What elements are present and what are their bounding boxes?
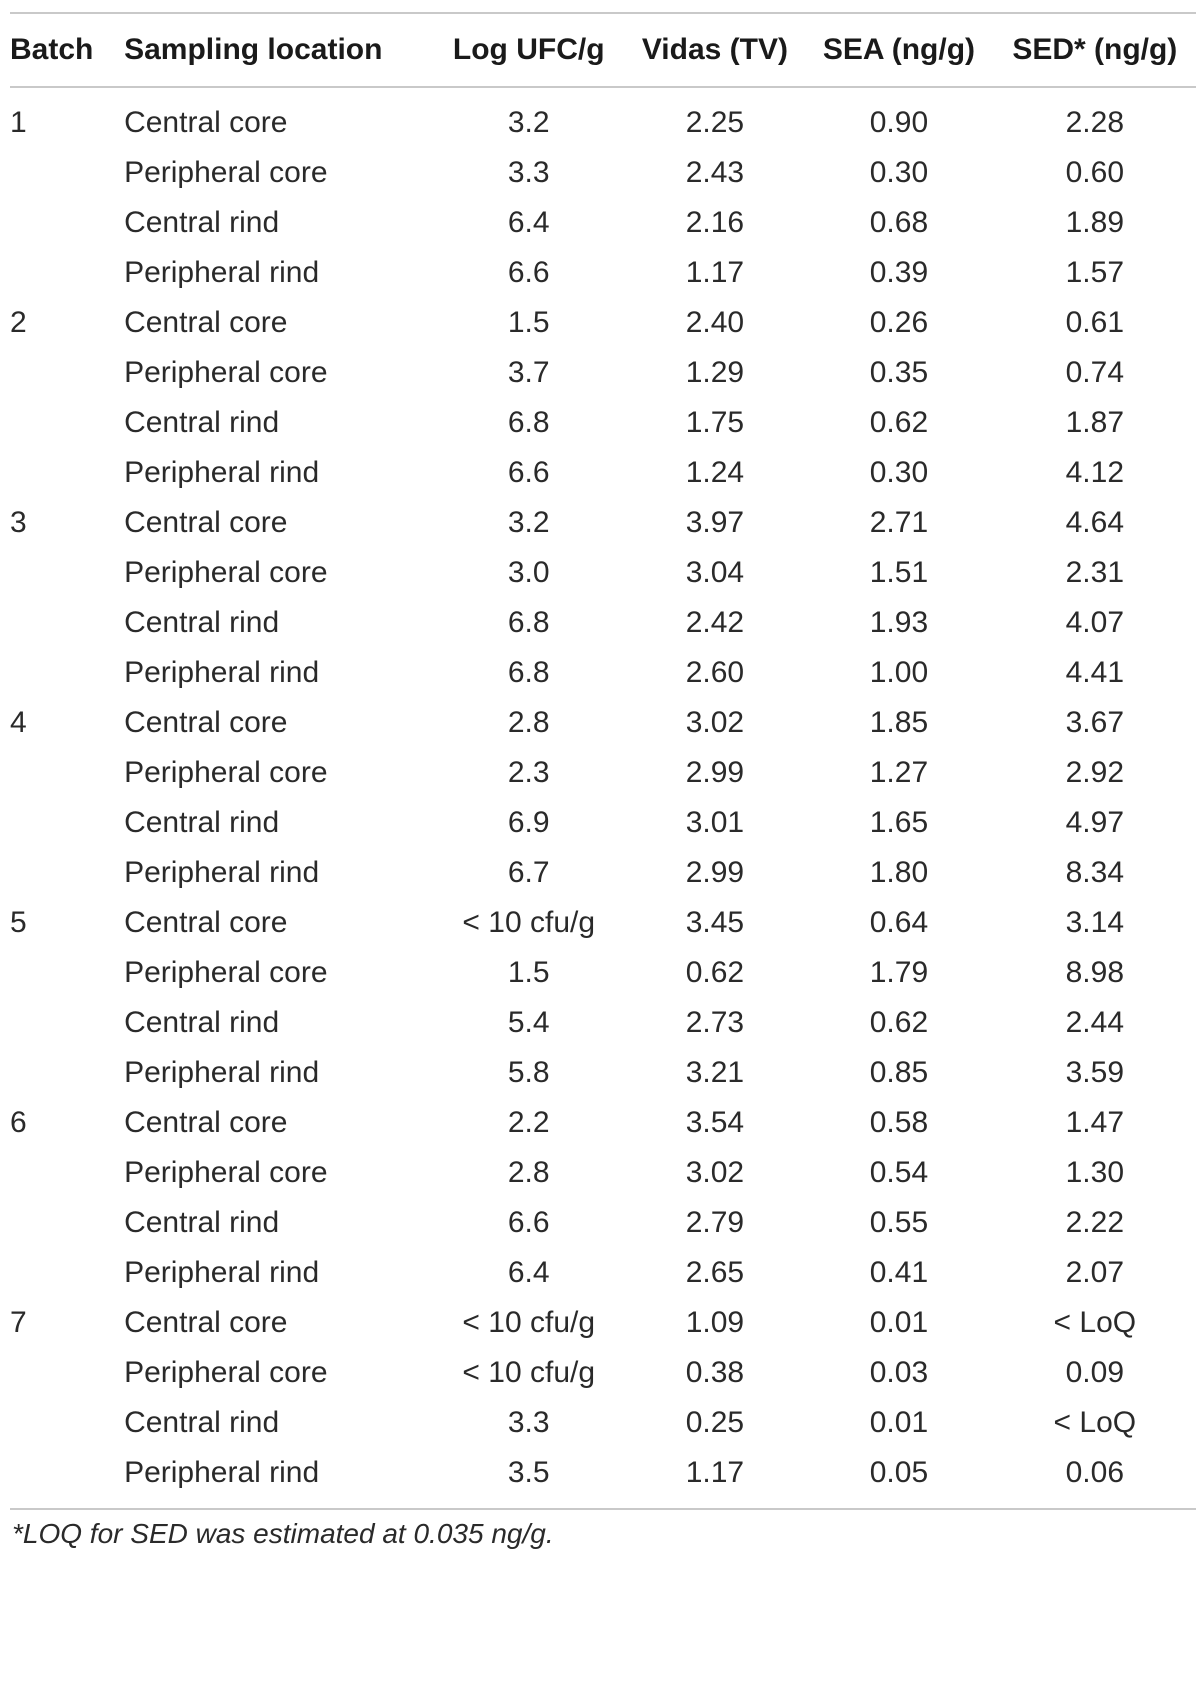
- cell-sampling-location: Central core: [124, 306, 288, 339]
- cell-batch: [10, 198, 124, 248]
- table-row: [10, 398, 1196, 448]
- cell-sampling-location: Peripheral rind: [124, 456, 320, 489]
- cell-log-ufc: < 10 cfu/g: [462, 1306, 596, 1339]
- cell-sed: 1.30: [1065, 1156, 1125, 1189]
- cell-sed: 2.44: [1065, 1006, 1125, 1039]
- cell-sea: 0.54: [869, 1156, 929, 1189]
- cell-sea: 0.64: [869, 906, 929, 939]
- cell-vidas: 1.75: [685, 406, 745, 439]
- header-sampling-location: Sampling location: [124, 33, 383, 66]
- cell-log-ufc: 6.8: [507, 656, 550, 689]
- cell-batch: 6: [10, 1106, 27, 1139]
- cell-sed: 3.14: [1065, 906, 1125, 939]
- cell-sea: 0.26: [869, 306, 929, 339]
- cell-sed: 1.57: [1065, 256, 1125, 289]
- header-vidas: Vidas (TV): [641, 33, 788, 66]
- cell-sea: 0.85: [869, 1056, 929, 1089]
- cell-vidas: 2.43: [685, 156, 745, 189]
- table-row: [10, 148, 1196, 198]
- cell-sea: 1.27: [869, 756, 929, 789]
- cell-vidas: 1.17: [685, 1456, 745, 1489]
- cell-sampling-location: Peripheral core: [124, 1156, 328, 1189]
- cell-sea: 1.85: [869, 706, 929, 739]
- cell-sampling-location: Central rind: [124, 1406, 280, 1439]
- cell-sea: 0.62: [869, 1006, 929, 1039]
- cell-log-ufc: 6.6: [507, 1206, 550, 1239]
- header-row: [10, 14, 1196, 86]
- cell-log-ufc: 2.3: [507, 756, 550, 789]
- table-row: [10, 1198, 1196, 1248]
- cell-vidas: 0.62: [685, 956, 745, 989]
- cell-sea: 1.93: [869, 606, 929, 639]
- cell-sampling-location: Peripheral rind: [124, 656, 320, 689]
- cell-batch: [10, 148, 124, 198]
- cell-log-ufc: 5.4: [507, 1006, 550, 1039]
- cell-sed: 1.87: [1065, 406, 1125, 439]
- cell-sea: 0.62: [869, 406, 929, 439]
- cell-sea: 0.01: [869, 1406, 929, 1439]
- cell-vidas: 1.09: [685, 1306, 745, 1339]
- cell-vidas: 1.17: [685, 256, 745, 289]
- cell-sea: 0.55: [869, 1206, 929, 1239]
- cell-sampling-location: Peripheral core: [124, 356, 328, 389]
- cell-log-ufc: 2.8: [507, 706, 550, 739]
- cell-vidas: 2.60: [685, 656, 745, 689]
- cell-sed: 4.64: [1065, 506, 1125, 539]
- cell-sampling-location: Central core: [124, 706, 288, 739]
- cell-sampling-location: Peripheral core: [124, 1356, 328, 1389]
- cell-sea: 1.65: [869, 806, 929, 839]
- cell-batch: [10, 1398, 124, 1448]
- cell-batch: [10, 448, 124, 498]
- cell-sed: 0.60: [1065, 156, 1125, 189]
- cell-batch: [10, 848, 124, 898]
- cell-vidas: 2.40: [685, 306, 745, 339]
- table-row: [10, 698, 1196, 748]
- cell-sea: 1.80: [869, 856, 929, 889]
- cell-batch: [10, 1448, 124, 1498]
- cell-vidas: 2.79: [685, 1206, 745, 1239]
- cell-sed: 3.67: [1065, 706, 1125, 739]
- cell-sampling-location: Central core: [124, 906, 288, 939]
- table-row: [10, 1048, 1196, 1098]
- cell-sampling-location: Central core: [124, 1306, 288, 1339]
- cell-sed: 3.59: [1065, 1056, 1125, 1089]
- cell-sampling-location: Peripheral rind: [124, 1456, 320, 1489]
- cell-sampling-location: Central rind: [124, 406, 280, 439]
- cell-sed: 0.74: [1065, 356, 1125, 389]
- cell-log-ufc: 3.2: [507, 106, 550, 139]
- cell-log-ufc: 1.5: [507, 306, 550, 339]
- cell-sea: 0.01: [869, 1306, 929, 1339]
- table-row: [10, 198, 1196, 248]
- cell-batch: [10, 398, 124, 448]
- cell-log-ufc: 2.2: [507, 1106, 550, 1139]
- cell-sampling-location: Peripheral rind: [124, 1256, 320, 1289]
- cell-sed: 2.22: [1065, 1206, 1125, 1239]
- cell-vidas: 2.25: [685, 106, 745, 139]
- cell-sed: 1.89: [1065, 206, 1125, 239]
- cell-sampling-location: Central rind: [124, 606, 280, 639]
- cell-vidas: 3.54: [685, 1106, 745, 1139]
- table-row: [10, 1148, 1196, 1198]
- table-row: [10, 848, 1196, 898]
- table-row: [10, 298, 1196, 348]
- cell-log-ufc: 6.8: [507, 406, 550, 439]
- cell-sampling-location: Central core: [124, 506, 288, 539]
- cell-sed: 0.09: [1065, 1356, 1125, 1389]
- cell-sea: 0.03: [869, 1356, 929, 1389]
- table-body: [10, 86, 1196, 1498]
- cell-log-ufc: 3.0: [507, 556, 550, 589]
- cell-sed: 2.28: [1065, 106, 1125, 139]
- cell-log-ufc: 3.3: [507, 1406, 550, 1439]
- cell-vidas: 1.24: [685, 456, 745, 489]
- cell-sampling-location: Peripheral core: [124, 156, 328, 189]
- cell-sed: 2.92: [1065, 756, 1125, 789]
- cell-sampling-location: Peripheral rind: [124, 1056, 320, 1089]
- cell-batch: 2: [10, 306, 27, 339]
- cell-batch: [10, 1348, 124, 1398]
- cell-sed: 1.47: [1065, 1106, 1125, 1139]
- table-row: [10, 98, 1196, 148]
- cell-batch: [10, 348, 124, 398]
- cell-log-ufc: 6.4: [507, 206, 550, 239]
- table-row: [10, 648, 1196, 698]
- cell-vidas: 2.73: [685, 1006, 745, 1039]
- cell-sea: 0.35: [869, 356, 929, 389]
- table-row: [10, 498, 1196, 548]
- cell-vidas: 2.65: [685, 1256, 745, 1289]
- table-row: [10, 348, 1196, 398]
- header-sed: SED* (ng/g): [1012, 33, 1178, 66]
- cell-log-ufc: 3.2: [507, 506, 550, 539]
- cell-vidas: 3.45: [685, 906, 745, 939]
- cell-batch: 4: [10, 706, 27, 739]
- cell-log-ufc: 5.8: [507, 1056, 550, 1089]
- cell-batch: [10, 998, 124, 1048]
- cell-log-ufc: < 10 cfu/g: [462, 1356, 596, 1389]
- cell-sea: 0.90: [869, 106, 929, 139]
- cell-sea: 1.00: [869, 656, 929, 689]
- cell-sea: 2.71: [869, 506, 929, 539]
- cell-sampling-location: Central rind: [124, 1206, 280, 1239]
- cell-log-ufc: 6.4: [507, 1256, 550, 1289]
- cell-sampling-location: Central core: [124, 1106, 288, 1139]
- cell-sampling-location: Peripheral core: [124, 756, 328, 789]
- cell-batch: [10, 1148, 124, 1198]
- table-row: [10, 898, 1196, 948]
- cell-sampling-location: Central rind: [124, 206, 280, 239]
- cell-sed: 2.07: [1065, 1256, 1125, 1289]
- cell-sea: 0.30: [869, 156, 929, 189]
- cell-batch: [10, 548, 124, 598]
- cell-batch: [10, 1198, 124, 1248]
- cell-sed: 4.12: [1065, 456, 1125, 489]
- cell-batch: 7: [10, 1306, 27, 1339]
- table-row: [10, 948, 1196, 998]
- cell-sed: 8.34: [1065, 856, 1125, 889]
- table-row: [10, 248, 1196, 298]
- cell-sed: 0.61: [1065, 306, 1125, 339]
- cell-log-ufc: 6.9: [507, 806, 550, 839]
- cell-sampling-location: Peripheral rind: [124, 856, 320, 889]
- cell-sed: 8.98: [1065, 956, 1125, 989]
- cell-sampling-location: Central rind: [124, 806, 280, 839]
- cell-batch: [10, 598, 124, 648]
- header-batch: Batch: [10, 33, 94, 66]
- cell-batch: [10, 248, 124, 298]
- spacer-row: [10, 86, 1196, 98]
- cell-batch: [10, 648, 124, 698]
- cell-vidas: 3.02: [685, 706, 745, 739]
- table-row: [10, 1398, 1196, 1448]
- cell-batch: [10, 798, 124, 848]
- cell-vidas: 0.25: [685, 1406, 745, 1439]
- cell-batch: [10, 1048, 124, 1098]
- cell-vidas: 2.42: [685, 606, 745, 639]
- cell-sed: 2.31: [1065, 556, 1125, 589]
- table-row: [10, 1248, 1196, 1298]
- cell-vidas: 3.02: [685, 1156, 745, 1189]
- data-table: [10, 14, 1196, 1498]
- cell-sampling-location: Peripheral core: [124, 956, 328, 989]
- header-sea: SEA (ng/g): [822, 33, 976, 66]
- cell-vidas: 1.29: [685, 356, 745, 389]
- cell-log-ufc: 6.8: [507, 606, 550, 639]
- cell-vidas: 2.16: [685, 206, 745, 239]
- cell-log-ufc: 6.6: [507, 456, 550, 489]
- cell-vidas: 2.99: [685, 856, 745, 889]
- cell-sea: 0.58: [869, 1106, 929, 1139]
- cell-sea: 0.41: [869, 1256, 929, 1289]
- table-row: [10, 1448, 1196, 1498]
- cell-sea: 0.05: [869, 1456, 929, 1489]
- table-row: [10, 598, 1196, 648]
- cell-sampling-location: Peripheral core: [124, 556, 328, 589]
- cell-log-ufc: 3.5: [507, 1456, 550, 1489]
- cell-vidas: 3.04: [685, 556, 745, 589]
- cell-sed: 0.06: [1065, 1456, 1125, 1489]
- cell-log-ufc: 3.3: [507, 156, 550, 189]
- cell-sampling-location: Peripheral rind: [124, 256, 320, 289]
- cell-batch: [10, 1248, 124, 1298]
- table-row: [10, 448, 1196, 498]
- cell-sampling-location: Central rind: [124, 1006, 280, 1039]
- cell-vidas: 0.38: [685, 1356, 745, 1389]
- cell-sea: 0.68: [869, 206, 929, 239]
- cell-sea: 0.30: [869, 456, 929, 489]
- cell-sed: < LoQ: [1053, 1406, 1137, 1439]
- cell-batch: [10, 948, 124, 998]
- cell-sed: 4.41: [1065, 656, 1125, 689]
- cell-sed: 4.07: [1065, 606, 1125, 639]
- cell-sed: < LoQ: [1053, 1306, 1137, 1339]
- header-log-ufc: Log UFC/g: [452, 33, 605, 66]
- table-row: [10, 548, 1196, 598]
- cell-log-ufc: 6.6: [507, 256, 550, 289]
- table-row: [10, 998, 1196, 1048]
- cell-vidas: 3.01: [685, 806, 745, 839]
- cell-batch: 1: [10, 106, 27, 139]
- cell-log-ufc: 1.5: [507, 956, 550, 989]
- cell-batch: 5: [10, 906, 27, 939]
- table-row: [10, 1348, 1196, 1398]
- cell-sed: 4.97: [1065, 806, 1125, 839]
- cell-vidas: 3.97: [685, 506, 745, 539]
- cell-sampling-location: Central core: [124, 106, 288, 139]
- table-row: [10, 748, 1196, 798]
- cell-sea: 1.51: [869, 556, 929, 589]
- table-row: [10, 1298, 1196, 1348]
- table-row: [10, 798, 1196, 848]
- footnote: *LOQ for SED was estimated at 0.035 ng/g.: [12, 1518, 554, 1549]
- table-row: [10, 1098, 1196, 1148]
- cell-log-ufc: 2.8: [507, 1156, 550, 1189]
- cell-vidas: 3.21: [685, 1056, 745, 1089]
- cell-batch: 3: [10, 506, 27, 539]
- cell-log-ufc: < 10 cfu/g: [462, 906, 596, 939]
- cell-sea: 1.79: [869, 956, 929, 989]
- cell-sea: 0.39: [869, 256, 929, 289]
- bottom-rule: [10, 1508, 1196, 1510]
- cell-log-ufc: 3.7: [507, 356, 550, 389]
- cell-log-ufc: 6.7: [507, 856, 550, 889]
- cell-batch: [10, 748, 124, 798]
- cell-vidas: 2.99: [685, 756, 745, 789]
